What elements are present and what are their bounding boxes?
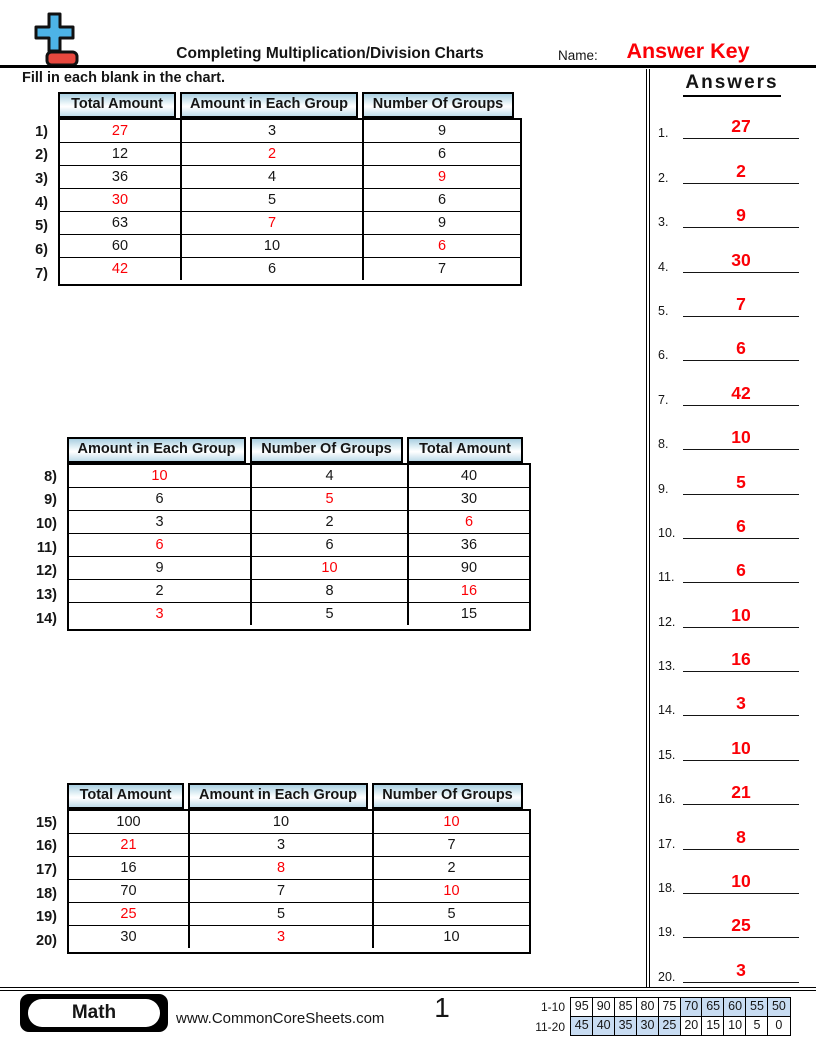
answer-item bbox=[652, 722, 812, 766]
website-url: www.CommonCoreSheets.com bbox=[176, 1010, 385, 1027]
answer-cell: 21 bbox=[69, 834, 190, 856]
value-cell: 36 bbox=[60, 166, 182, 188]
value-cell: 6 bbox=[69, 488, 252, 510]
table-row bbox=[60, 188, 520, 211]
header-divider-line bbox=[0, 65, 816, 68]
value-cell: 90 bbox=[460, 560, 478, 576]
column-header: Amount in Each Group bbox=[180, 92, 358, 118]
answer-cell: 3 bbox=[190, 926, 374, 948]
column-header: Amount in Each Group bbox=[188, 783, 368, 809]
answer-value: 6 bbox=[736, 515, 746, 536]
answer-value: 10 bbox=[731, 737, 751, 758]
answer-cell: 16 bbox=[460, 583, 478, 599]
row-number: 7) bbox=[35, 265, 48, 282]
table-row bbox=[69, 579, 529, 602]
table-grid bbox=[67, 463, 531, 631]
table-row bbox=[69, 811, 529, 833]
answer-cell: 6 bbox=[437, 238, 447, 254]
value-cell: 4 bbox=[182, 166, 364, 188]
answer-cell: 30 bbox=[60, 189, 182, 211]
subject-badge bbox=[20, 994, 168, 1032]
answer-cell: 9 bbox=[437, 169, 447, 185]
answer-value: 30 bbox=[731, 249, 751, 270]
value-cell: 16 bbox=[69, 857, 190, 879]
answer-value: 27 bbox=[731, 116, 751, 137]
answer-number: 14. bbox=[658, 703, 676, 718]
table-header-row bbox=[58, 92, 514, 118]
column-header: Total Amount bbox=[407, 437, 523, 463]
answer-number: 11. bbox=[658, 570, 675, 585]
name-value-answer-key: Answer Key bbox=[626, 39, 750, 63]
score-table bbox=[505, 997, 791, 1036]
answer-blank-line bbox=[683, 272, 799, 273]
row-number: 6) bbox=[35, 241, 48, 258]
answer-number: 17. bbox=[658, 836, 676, 851]
column-header: Number Of Groups bbox=[372, 783, 523, 809]
answer-blank-line bbox=[683, 715, 799, 716]
value-cell: 2 bbox=[447, 860, 456, 876]
row-number-column bbox=[25, 809, 67, 954]
table-row bbox=[69, 556, 529, 579]
row-number: 5) bbox=[35, 218, 48, 235]
name-label: Name: bbox=[558, 48, 598, 63]
table-header-row bbox=[67, 783, 523, 809]
answer-item bbox=[652, 678, 812, 722]
plus-icon bbox=[36, 14, 73, 51]
value-cell: 9 bbox=[69, 557, 252, 579]
answer-blank-line bbox=[683, 582, 799, 583]
answer-cell: 5 bbox=[252, 488, 409, 510]
value-cell: 2 bbox=[252, 511, 409, 533]
score-cell: 15 bbox=[701, 1016, 725, 1037]
answer-number: 19. bbox=[658, 925, 676, 940]
answers-title: Answers bbox=[652, 72, 812, 97]
table-row bbox=[69, 879, 529, 902]
answer-number: 12. bbox=[658, 614, 676, 629]
column-header: Amount in Each Group bbox=[67, 437, 246, 463]
answer-item bbox=[652, 412, 812, 456]
answer-value: 16 bbox=[731, 649, 751, 670]
score-cell: 95 bbox=[570, 997, 594, 1018]
row-number: 10) bbox=[36, 515, 57, 532]
answer-value: 21 bbox=[731, 782, 751, 803]
row-number: 14) bbox=[36, 610, 57, 627]
answer-value: 9 bbox=[736, 205, 746, 226]
table-row bbox=[60, 211, 520, 234]
answer-blank-line bbox=[683, 893, 799, 894]
answer-blank-line bbox=[683, 183, 799, 184]
table-grid bbox=[67, 809, 531, 954]
row-number: 18) bbox=[36, 885, 57, 902]
score-cell: 10 bbox=[723, 1016, 747, 1037]
score-cell: 60 bbox=[723, 997, 747, 1018]
row-number-column bbox=[16, 118, 58, 286]
answer-item bbox=[652, 456, 812, 500]
score-row-label: 11-20 bbox=[535, 1019, 565, 1034]
answer-cell: 42 bbox=[60, 258, 182, 280]
row-number: 3) bbox=[35, 170, 48, 187]
answer-cell: 10 bbox=[443, 814, 460, 830]
table-row bbox=[69, 856, 529, 879]
answer-item bbox=[652, 145, 812, 189]
score-row bbox=[505, 1018, 791, 1037]
row-number: 16) bbox=[36, 838, 57, 855]
row-number: 20) bbox=[36, 932, 57, 949]
plus-minus-logo bbox=[30, 11, 80, 69]
answers-panel bbox=[652, 72, 812, 989]
row-number: 1) bbox=[35, 123, 48, 140]
table-row bbox=[69, 602, 529, 625]
answer-cell: 27 bbox=[60, 120, 182, 142]
answer-cell: 8 bbox=[190, 857, 374, 879]
score-cell: 65 bbox=[701, 997, 725, 1018]
answer-blank-line bbox=[683, 849, 799, 850]
value-cell: 30 bbox=[460, 491, 478, 507]
value-cell: 9 bbox=[437, 215, 447, 231]
answer-blank-line bbox=[683, 449, 799, 450]
value-cell: 6 bbox=[437, 146, 447, 162]
answer-item bbox=[652, 101, 812, 145]
value-cell: 63 bbox=[60, 212, 182, 234]
answer-item bbox=[652, 545, 812, 589]
answer-blank-line bbox=[683, 360, 799, 361]
answer-number: 6. bbox=[658, 348, 669, 363]
answer-cell: 3 bbox=[69, 603, 252, 625]
answer-item bbox=[652, 190, 812, 234]
value-cell: 5 bbox=[252, 603, 409, 625]
column-header: Number Of Groups bbox=[362, 92, 514, 118]
answer-value: 6 bbox=[736, 338, 746, 359]
row-number: 11) bbox=[36, 539, 57, 556]
answer-number: 8. bbox=[658, 437, 669, 452]
instruction-text: Fill in each blank in the chart. bbox=[22, 70, 226, 86]
score-cell: 30 bbox=[636, 1016, 660, 1037]
answer-value: 2 bbox=[736, 160, 746, 181]
answer-number: 13. bbox=[658, 659, 676, 674]
answer-number: 18. bbox=[658, 881, 676, 896]
answer-item bbox=[652, 900, 812, 944]
value-cell: 5 bbox=[447, 906, 456, 922]
value-cell: 5 bbox=[190, 903, 374, 925]
answer-item bbox=[652, 856, 812, 900]
value-cell: 4 bbox=[252, 465, 409, 487]
answer-number: 9. bbox=[658, 481, 669, 496]
value-cell: 12 bbox=[60, 143, 182, 165]
value-cell: 10 bbox=[443, 929, 460, 945]
table-row bbox=[69, 487, 529, 510]
answer-blank-line bbox=[683, 138, 799, 139]
row-number: 15) bbox=[36, 814, 57, 831]
value-cell: 60 bbox=[60, 235, 182, 257]
table-row bbox=[60, 234, 520, 257]
answer-value: 7 bbox=[736, 293, 746, 314]
score-cell: 45 bbox=[570, 1016, 594, 1037]
score-cell: 55 bbox=[745, 997, 769, 1018]
score-row-label: 1-10 bbox=[540, 1000, 565, 1015]
vertical-separator bbox=[646, 69, 650, 988]
answer-cell: 10 bbox=[69, 465, 252, 487]
value-cell: 15 bbox=[460, 606, 478, 622]
score-cell: 85 bbox=[614, 997, 638, 1018]
value-cell: 6 bbox=[252, 534, 409, 556]
answer-number: 1. bbox=[658, 126, 669, 141]
answer-item bbox=[652, 767, 812, 811]
answer-blank-line bbox=[683, 671, 799, 672]
score-cell: 90 bbox=[592, 997, 616, 1018]
answer-blank-line bbox=[683, 982, 799, 983]
score-cell: 35 bbox=[614, 1016, 638, 1037]
plus-minus-logo-svg bbox=[30, 11, 80, 69]
table-row bbox=[69, 902, 529, 925]
answer-value: 42 bbox=[731, 382, 751, 403]
row-number: 8) bbox=[44, 468, 57, 485]
row-number: 12) bbox=[36, 563, 57, 580]
value-cell: 70 bbox=[69, 880, 190, 902]
value-cell: 2 bbox=[69, 580, 252, 602]
answer-number: 7. bbox=[658, 392, 669, 407]
table-row bbox=[69, 533, 529, 556]
row-number: 9) bbox=[44, 492, 57, 509]
footer-divider-line bbox=[0, 987, 816, 991]
table-row bbox=[69, 833, 529, 856]
row-number: 4) bbox=[35, 194, 48, 211]
value-cell: 8 bbox=[252, 580, 409, 602]
column-header: Total Amount bbox=[67, 783, 184, 809]
table-grid bbox=[58, 118, 522, 286]
answer-blank-line bbox=[683, 760, 799, 761]
answer-item bbox=[652, 634, 812, 678]
value-cell: 7 bbox=[190, 880, 374, 902]
answer-blank-line bbox=[683, 494, 799, 495]
answer-value: 3 bbox=[736, 693, 746, 714]
answer-blank-line bbox=[683, 316, 799, 317]
score-cell: 20 bbox=[680, 1016, 704, 1037]
score-cell: 25 bbox=[658, 1016, 682, 1037]
answer-blank-line bbox=[683, 227, 799, 228]
answer-value: 10 bbox=[731, 604, 751, 625]
worksheet-title: Completing Multiplication/Division Charts bbox=[176, 45, 484, 62]
answer-value: 6 bbox=[736, 560, 746, 581]
answer-item bbox=[652, 323, 812, 367]
table-header-row bbox=[67, 437, 523, 463]
answer-value: 5 bbox=[736, 471, 746, 492]
subject-label: Math bbox=[28, 999, 160, 1027]
table-row bbox=[69, 925, 529, 948]
answer-number: 20. bbox=[658, 969, 676, 984]
answer-item bbox=[652, 944, 812, 988]
answers-list bbox=[652, 101, 812, 989]
answer-cell: 6 bbox=[464, 514, 474, 530]
score-row bbox=[505, 997, 791, 1018]
answer-cell: 25 bbox=[69, 903, 190, 925]
page-number: 1 bbox=[434, 992, 450, 1023]
answer-blank-line bbox=[683, 538, 799, 539]
minus-icon bbox=[47, 52, 77, 65]
score-cell: 80 bbox=[636, 997, 660, 1018]
chart-table-1 bbox=[16, 92, 522, 286]
value-cell: 100 bbox=[69, 811, 190, 833]
answer-item bbox=[652, 501, 812, 545]
table-row bbox=[60, 257, 520, 280]
answer-number: 16. bbox=[658, 792, 676, 807]
answer-item bbox=[652, 589, 812, 633]
answer-number: 3. bbox=[658, 215, 669, 230]
score-cell: 0 bbox=[767, 1016, 791, 1037]
score-cell: 50 bbox=[767, 997, 791, 1018]
value-cell: 6 bbox=[182, 258, 364, 280]
answer-number: 10. bbox=[658, 525, 676, 540]
answer-blank-line bbox=[683, 804, 799, 805]
value-cell: 30 bbox=[69, 926, 190, 948]
answer-blank-line bbox=[683, 405, 799, 406]
value-cell: 7 bbox=[437, 261, 447, 277]
answer-item bbox=[652, 367, 812, 411]
answer-value: 10 bbox=[731, 871, 751, 892]
value-cell: 10 bbox=[182, 235, 364, 257]
score-cell: 40 bbox=[592, 1016, 616, 1037]
row-number: 2) bbox=[35, 147, 48, 164]
value-cell: 5 bbox=[182, 189, 364, 211]
value-cell: 40 bbox=[460, 468, 478, 484]
row-number: 13) bbox=[36, 586, 57, 603]
score-cell: 5 bbox=[745, 1016, 769, 1037]
value-cell: 10 bbox=[190, 811, 374, 833]
value-cell: 3 bbox=[69, 511, 252, 533]
answer-number: 15. bbox=[658, 747, 676, 762]
answer-item bbox=[652, 811, 812, 855]
row-number: 17) bbox=[36, 861, 57, 878]
answer-cell: 6 bbox=[69, 534, 252, 556]
score-cell: 75 bbox=[658, 997, 682, 1018]
answer-value: 3 bbox=[736, 959, 746, 980]
table-row bbox=[60, 142, 520, 165]
score-cell: 70 bbox=[680, 997, 704, 1018]
answer-value: 10 bbox=[731, 427, 751, 448]
answer-blank-line bbox=[683, 937, 799, 938]
chart-table-2 bbox=[25, 437, 531, 631]
answer-item bbox=[652, 279, 812, 323]
row-number: 19) bbox=[36, 909, 57, 926]
column-header: Total Amount bbox=[58, 92, 176, 118]
table-row bbox=[69, 510, 529, 533]
value-cell: 7 bbox=[447, 837, 456, 853]
row-number-column bbox=[25, 463, 67, 631]
table-row bbox=[60, 165, 520, 188]
answer-value: 25 bbox=[731, 915, 751, 936]
value-cell: 3 bbox=[190, 834, 374, 856]
answer-item bbox=[652, 234, 812, 278]
answer-value: 8 bbox=[736, 826, 746, 847]
value-cell: 9 bbox=[437, 123, 447, 139]
value-cell: 6 bbox=[437, 192, 447, 208]
value-cell: 36 bbox=[460, 537, 478, 553]
column-header: Number Of Groups bbox=[250, 437, 403, 463]
answer-blank-line bbox=[683, 627, 799, 628]
answer-cell: 10 bbox=[252, 557, 409, 579]
answer-number: 2. bbox=[658, 170, 669, 185]
answer-cell: 7 bbox=[182, 212, 364, 234]
chart-table-3 bbox=[25, 783, 531, 954]
answer-number: 5. bbox=[658, 303, 669, 318]
answer-cell: 2 bbox=[182, 143, 364, 165]
value-cell: 3 bbox=[182, 120, 364, 142]
answer-number: 4. bbox=[658, 259, 669, 274]
table-row bbox=[69, 465, 529, 487]
table-row bbox=[60, 120, 520, 142]
answer-cell: 10 bbox=[443, 883, 460, 899]
